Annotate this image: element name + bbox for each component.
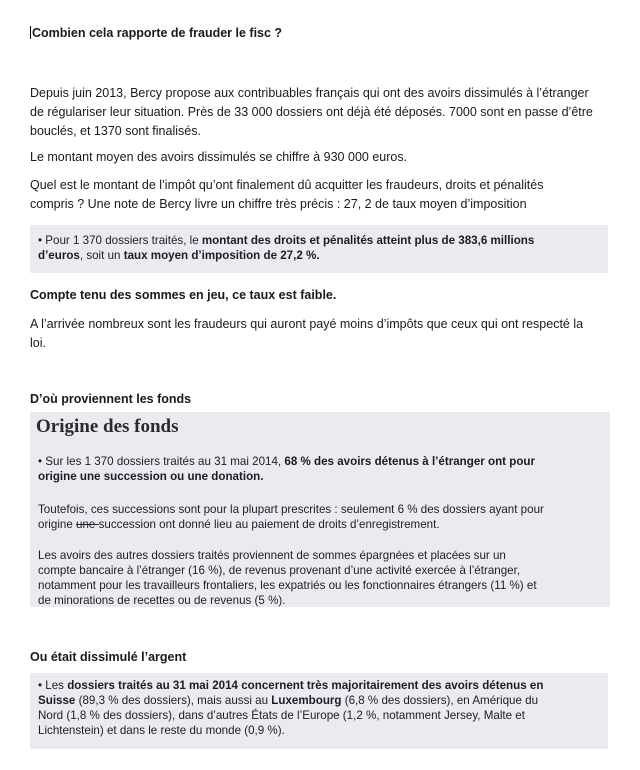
intro-paragraph-1: Depuis juin 2013, Bercy propose aux contribuables français qui ont des avoirs dissimulés à l’étranger de régulariser leur situation. Près de 33 000 dossiers ont déjà été déposés. 7000 sont en passe d’être bouclés, et 1370 sont finalisés. [30,86,593,138]
scan-funds-successions: Toutefois, ces successions sont pour la plupart prescrites : seulement 6 % des dossiers ayant pour origine une succession ont donné lieu au paiement de droits d’enregistrement. [38,503,544,531]
section-heading-hidden: Ou était dissimulé l’argent [30,650,187,664]
document-title: Combien cela rapporte de frauder le fisc ? [32,26,283,40]
intro-paragraph-2: Le montant moyen des avoirs dissimulés se chiffre à 930 000 euros. [30,150,408,164]
section-heading-funds: D’où proviennent les fonds [30,392,192,406]
scan-excerpt-rate [30,225,608,273]
low-rate-paragraph: A l’arrivée nombreux sont les fraudeurs qui auront payé moins d’impôts que ceux qui ont respecté la loi. [30,317,584,350]
text-cursor [30,26,31,39]
scan-funds-title: Origine des fonds [36,416,179,437]
scan-rate-text: • Pour 1 370 dossiers traités, le montant des droits et pénalités atteint plus de 383,6 millions d’euros, soit un taux moyen d’imposition de 27,2 %. [38,234,535,262]
scan-excerpt-funds [30,412,610,607]
section-heading-low-rate: Compte tenu des sommes en jeu, ce taux est faible. [30,288,337,302]
scan-funds-bullet: • Sur les 1 370 dossiers traités au 31 mai 2014, 68 % des avoirs détenus à l’étranger ont pour origine une succession ou une donation. [38,455,535,483]
scan-excerpt-hidden [30,673,608,749]
scan-hidden-text: • Les dossiers traités au 31 mai 2014 concernent très majoritairement des avoirs détenus en Suisse (89,3 % des dossiers), mais aussi au Luxembourg (6,8 % des dossiers), en Amérique du Nord (1,8 % des dossiers), dans d’autres États de l’Europe (1,2 %, notamment Jersey, Malte et Lichtenstein) et dans le reste du monde (0,9 %). [38,679,544,737]
intro-paragraph-3: Quel est le montant de l’impôt qu’ont finalement dû acquitter les fraudeurs, droits et pénalités compris ? Une note de Bercy livre un chiffre très précis : 27, 2 de taux moyen d’imposition [30,178,544,211]
scan-funds-other: Les avoirs des autres dossiers traités proviennent de sommes épargnées et placées sur un compte bancaire à l’étranger (16 %), de revenus provenant d’une activité exercée à l’étranger, notamment pour les travailleurs frontaliers, les expatriés ou les fonctionnaires étrangers (11 %) et de minorations de recettes ou de revenus (5 %). [38,549,537,607]
